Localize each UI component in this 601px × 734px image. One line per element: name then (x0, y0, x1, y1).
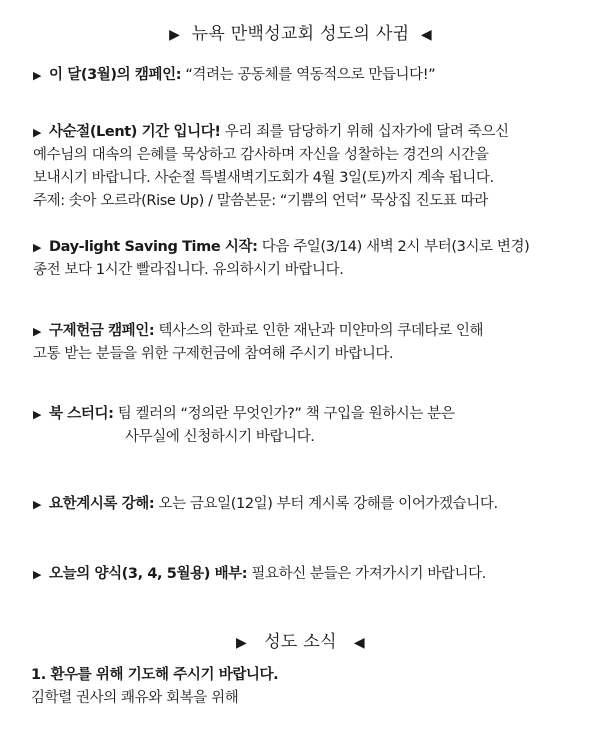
left-arrow-icon: ◀ (353, 635, 365, 651)
announcement-text: 보내시기 바랍니다. 사순절 특별새벽기도회가 4월 3일(토)까지 계속 됩니다. (33, 170, 494, 186)
news-section-title: 성도 소식 (264, 632, 337, 652)
announcement-lead: Day-light Saving Time 시작: (49, 239, 258, 255)
announcement-text: 우리 죄를 담당하기 위해 십자가에 달려 죽으신 (224, 124, 509, 140)
right-arrow-icon: ▶ (236, 635, 248, 651)
announcement-text: 사무실에 신청하시기 바랍니다. (125, 429, 315, 445)
bullet-icon: ▶ (33, 126, 42, 139)
announcement-text: 고통 받는 분들을 위한 구제헌금에 참여해 주시기 바랍니다. (33, 346, 394, 362)
announcement-lead: 구제헌금 캠페인: (49, 323, 155, 339)
page-title: 뉴욕 만백성교회 성도의 사귐 (191, 24, 410, 44)
bullet-icon: ▶ (33, 498, 42, 511)
announcement-lead: 북 스터디: (49, 406, 114, 422)
main-heading (0, 19, 601, 44)
bullet-icon: ▶ (33, 568, 42, 581)
announcement-text: 텍사스의 한파로 인한 재난과 미얀마의 쿠데타로 인해 (158, 323, 484, 339)
announcement-daily-bread (33, 563, 593, 586)
news-title: 1. 환우를 위해 기도해 주시기 바랍니다. (31, 667, 279, 683)
bullet-icon: ▶ (33, 408, 42, 421)
news-heading (0, 627, 601, 652)
announcement-text: 필요하신 분들은 가져가시기 바랍니다. (251, 566, 486, 582)
right-arrow-icon: ▶ (169, 27, 181, 43)
news-prayer-request (31, 664, 278, 710)
bullet-icon: ▶ (33, 241, 42, 254)
announcement-revelation-lecture (33, 493, 593, 516)
announcement-campaign (33, 64, 593, 87)
announcement-text: 예수님의 대속의 은혜를 묵상하고 감사하며 자신을 성찰하는 경건의 시간을 (33, 147, 489, 163)
announcement-lent (33, 121, 593, 213)
bullet-icon: ▶ (33, 325, 42, 338)
announcement-text: 주제: 솟아 오르라(Rise Up) / 말씀본문: “기쁨의 언덕” 묵상집 진도표 따라 (33, 193, 488, 209)
announcement-text: “격려는 공동체를 역동적으로 만듭니다!” (185, 67, 436, 83)
news-body: 김학렬 권사의 쾌유와 회복을 위해 (31, 690, 239, 706)
announcement-text: 오는 금요일(12일) 부터 계시록 강해를 이어가겠습니다. (158, 496, 498, 512)
announcement-relief-offering (33, 320, 593, 366)
announcement-lead: 사순절(Lent) 기간 입니다! (49, 124, 221, 140)
announcement-lead: 오늘의 양식(3, 4, 5월용) 배부: (49, 566, 248, 582)
announcement-book-study (33, 403, 593, 449)
announcement-lead: 요한계시록 강해: (49, 496, 155, 512)
left-arrow-icon: ◀ (420, 27, 432, 43)
announcement-lead: 이 달(3월)의 캠페인: (49, 67, 182, 83)
announcement-text: 다음 주일(3/14) 새벽 2시 부터(3시로 변경) (261, 239, 530, 255)
announcement-text: 종전 보다 1시간 빨라집니다. 유의하시기 바랍니다. (33, 262, 344, 278)
announcement-daylight-saving (33, 236, 593, 282)
bullet-icon: ▶ (33, 69, 42, 82)
announcement-text: 팀 켈러의 “정의란 무엇인가?” 책 구입을 원하시는 분은 (117, 406, 455, 422)
